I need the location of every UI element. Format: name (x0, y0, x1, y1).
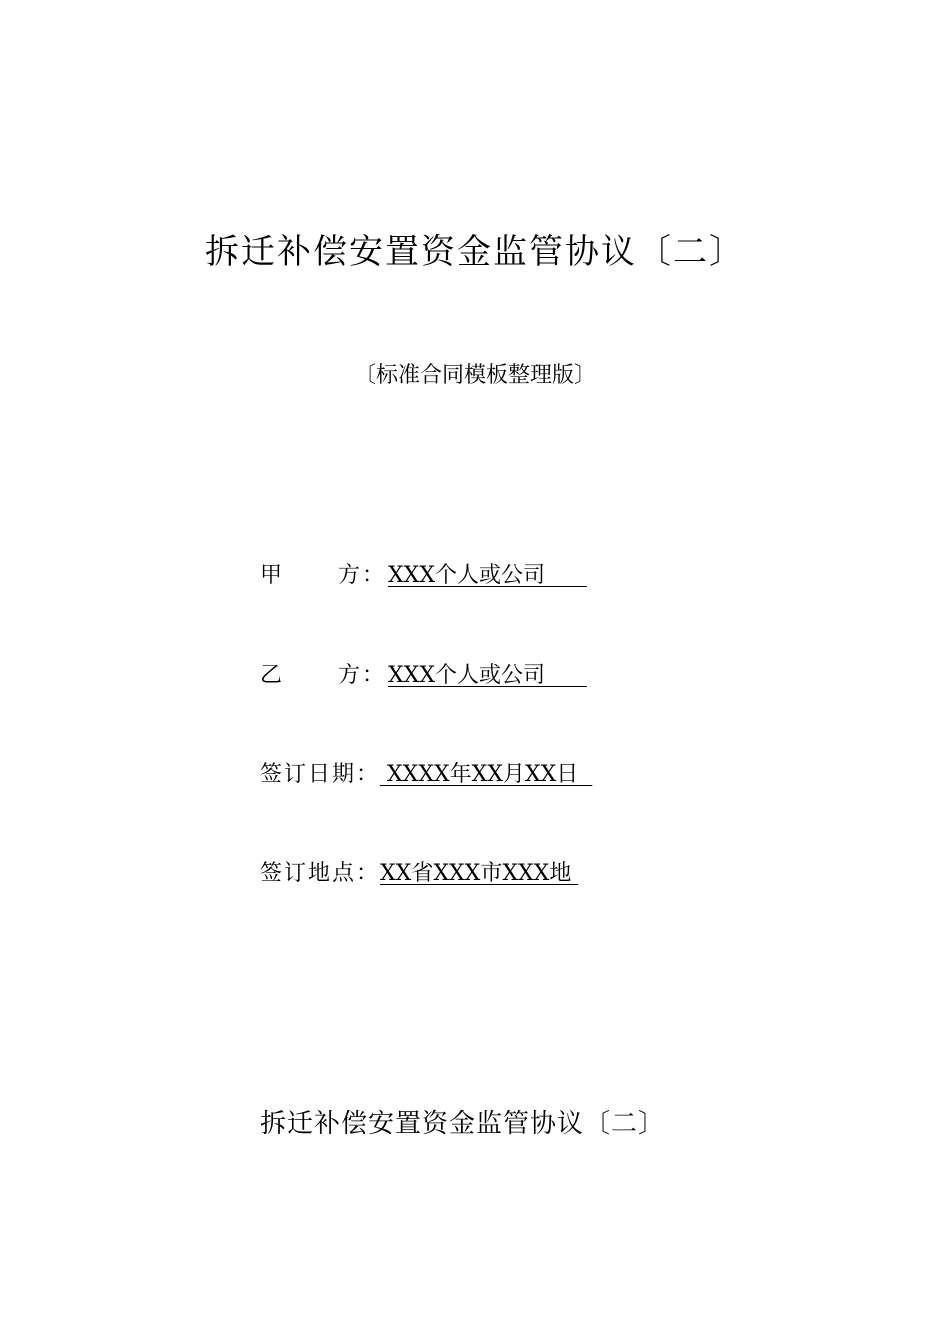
party-b-value: XXX个人或公司 (388, 663, 587, 688)
sign-place-field (260, 856, 578, 892)
sign-date-label: 签订日期： (260, 762, 381, 787)
sign-date-value: XXXX年XX月XX日 (380, 762, 593, 787)
document-subtitle: 〔标准合同模板整理版〕 (353, 363, 596, 388)
document-title: 拆迁补偿安置资金监管协议〔二〕 (205, 232, 745, 272)
body-title: 拆迁补偿安置资金监管协议〔二〕 (260, 1109, 666, 1139)
party-a-label-first: 甲 (260, 563, 285, 588)
party-a-field (260, 558, 587, 594)
party-b-label-first: 乙 (260, 663, 285, 688)
sign-place-value: XX省XXX市XXX地 (380, 861, 579, 886)
party-b-field (260, 658, 587, 694)
party-a-label (260, 558, 388, 594)
party-b-label (260, 658, 388, 694)
sign-date-field (260, 757, 592, 793)
party-a-value: XXX个人或公司 (388, 563, 587, 588)
party-b-label-last: 方： (338, 663, 387, 688)
party-a-label-last: 方： (338, 563, 387, 588)
sign-place-label: 签订地点： (260, 861, 381, 886)
